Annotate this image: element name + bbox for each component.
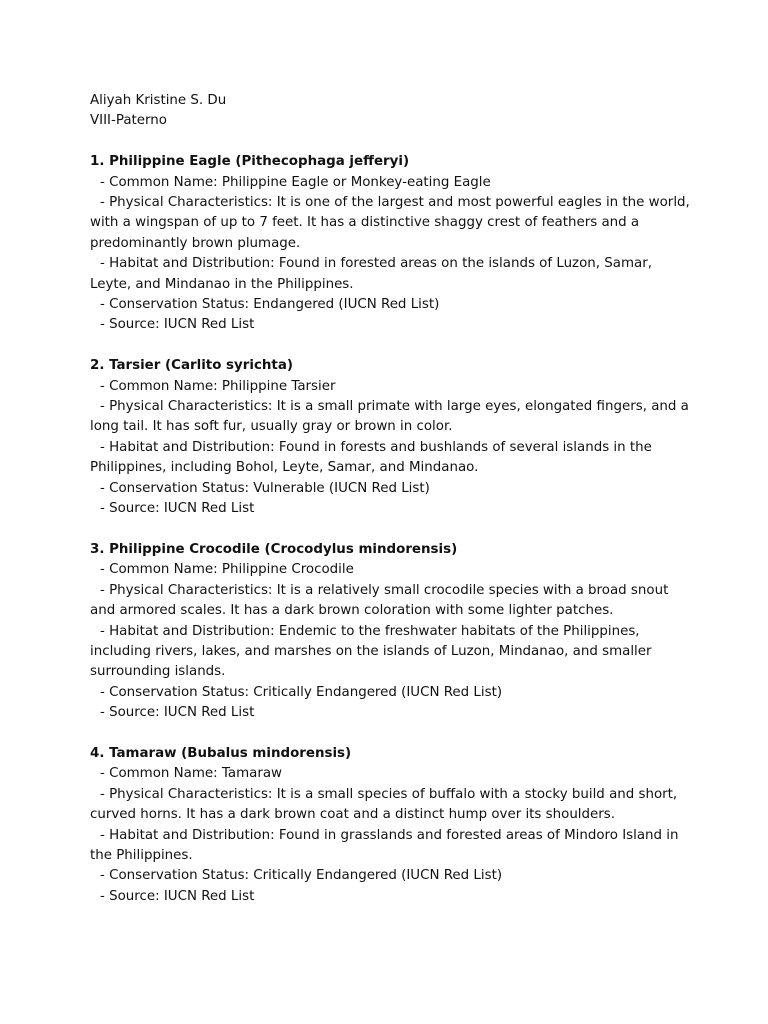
conservation-status-line: - Conservation Status: Vulnerable (IUCN Red List)	[100, 480, 430, 496]
species-entry-philippine-crocodile	[90, 540, 690, 724]
species-entry-philippine-eagle	[90, 152, 690, 336]
habitat-line: - Habitat and Distribution: Found in forests and bushlands of several islands in the Philippines, including Bohol, Leyte, Samar, and Mindanao.	[90, 439, 652, 476]
conservation-status-line: - Conservation Status: Critically Endangered (IUCN Red List)	[100, 868, 503, 884]
habitat-line: - Habitat and Distribution: Found in forested areas on the islands of Luzon, Samar, Leyte, and Mindanao in the Philippines.	[90, 256, 652, 292]
source-line: - Source: IUCN Red List	[100, 705, 255, 721]
common-name-line: - Common Name: Philippine Crocodile	[100, 562, 354, 578]
species-title: 3. Philippine Crocodile (Crocodylus mindorensis)	[90, 541, 458, 557]
conservation-status-line: - Conservation Status: Critically Endangered (IUCN Red List)	[100, 684, 503, 700]
species-title: 1. Philippine Eagle (Pithecophaga jefferyi)	[90, 154, 410, 170]
document-body	[90, 91, 690, 907]
student-name: Aliyah Kristine S. Du	[90, 93, 227, 108]
species-entry-tarsier	[90, 356, 690, 519]
conservation-status-line: - Conservation Status: Endangered (IUCN Red List)	[100, 297, 440, 313]
source-line: - Source: IUCN Red List	[100, 501, 255, 517]
common-name-line: - Common Name: Philippine Eagle or Monkey-eating Eagle	[100, 174, 491, 190]
common-name-line: - Common Name: Philippine Tarsier	[100, 378, 336, 394]
habitat-line: - Habitat and Distribution: Found in grasslands and forested areas of Mindoro Island in the Philippines.	[90, 827, 679, 863]
spacer	[90, 336, 690, 356]
habitat-line: - Habitat and Distribution: Endemic to the freshwater habitats of the Philippines, including rivers, lakes, and marshes on the islands of Luzon, Mindanao, and smaller surrounding islands.	[90, 623, 652, 680]
species-entry-tamaraw	[90, 744, 690, 907]
spacer	[90, 520, 690, 540]
physical-characteristics-line: - Physical Characteristics: It is a small species of buffalo with a stocky build and short, curved horns. It has a dark brown coat and a distinct hump over its shoulders.	[90, 786, 678, 823]
species-title: 4. Tamaraw (Bubalus mindorensis)	[90, 745, 352, 761]
common-name-line: - Common Name: Tamaraw	[100, 766, 283, 782]
spacer	[90, 724, 690, 744]
physical-characteristics-line: - Physical Characteristics: It is a relatively small crocodile species with a broad snout and armored scales. It has a dark brown coloration with some lighter patches.	[90, 582, 669, 619]
student-section: VIII-Paterno	[90, 113, 167, 129]
spacer	[90, 132, 690, 152]
source-line: - Source: IUCN Red List	[100, 317, 255, 333]
physical-characteristics-line: - Physical Characteristics: It is a small primate with large eyes, elongated fingers, and a long tail. It has soft fur, usually gray or brown in color.	[90, 399, 689, 435]
species-title: 2. Tarsier (Carlito syrichta)	[90, 358, 293, 374]
source-line: - Source: IUCN Red List	[100, 888, 255, 904]
physical-characteristics-line: - Physical Characteristics: It is one of the largest and most powerful eagles in the world, with a wingspan of up to 7 feet. It has a distinctive shaggy crest of feathers and a predominantly brown plumage.	[90, 195, 690, 251]
